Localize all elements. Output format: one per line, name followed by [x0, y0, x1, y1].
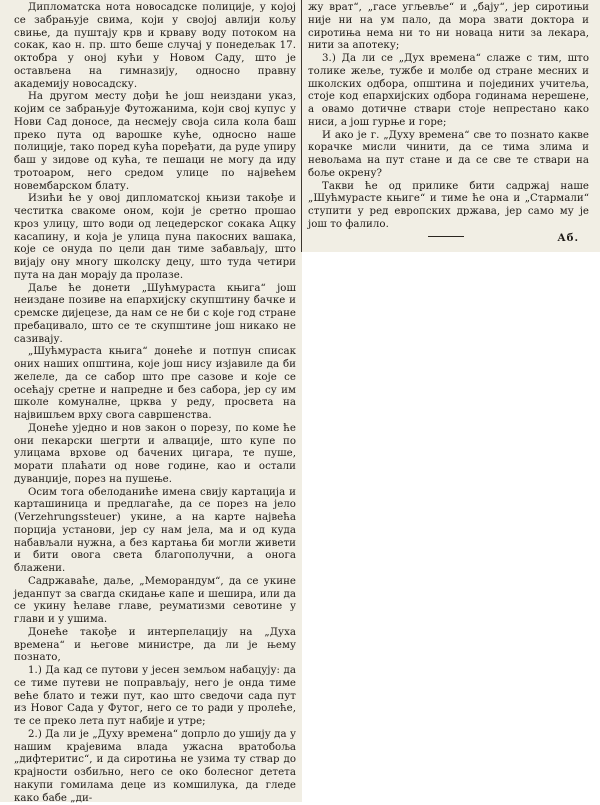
paragraph-assembly-invitations: Даље ће донети „Шућмураста књига“ још неиздане позиве на епархијску скупштину бачке и сремске дијецезе, да нам се не би с које год стране пребацивало, што се те скупштине још никако не сазивају.: [14, 282, 296, 345]
paragraph-question-2-continued: жу врат“, „гасе угљевље“ и „бају“, јер сиротињи није ни на ум пало, да мора звати доктора и сиротиња нема ни то ни новаца нити за лекара, нити за апотеку;: [308, 2, 589, 52]
left-text-column: [14, 2, 296, 805]
paragraph-question-3: 3.) Да ли се „Дух времена“ слаже с тим, што толике жеље, тужбе и молбе од стране месних и школских одбора, општина и појединих учитеља, стоје код епархијских одбора годинама нерешене, а овамо дотичне ствари стоје непрестано како ниси, а још гурње и горе;: [308, 53, 589, 128]
column-divider: [301, 0, 302, 252]
paragraph-question-2: 2.) Да ли је „Духу времена“ допрло до ушију да у нашим крајевима влада ужасна вратобоља „дифтеритис“, и да сиротиња не узима ту ствар до крајности озбиљно, него се око болесног детета накупи гомилама деце из комшилука, да гледе како бабе „ди-: [14, 728, 296, 804]
paragraph-conclusion: Такви ће од прилике бити садржај наше „Шућмурасте књиге“ и тиме ће она и „Стармали“ ступити у ред европских држава, јер само му је још то фалило.: [308, 180, 589, 230]
right-text-column: [308, 2, 589, 244]
paragraph-closing-question: И ако је г. „Духу времена“ све то познато какве корачке мисли чинити, да се тима злима и невољама на пут стане и да се све те ствари на боље окрену?: [308, 129, 589, 179]
signature-rule: [428, 236, 464, 237]
signature-line: [308, 232, 589, 245]
paragraph-question-1: 1.) Да кад се путови у јесен земљом набацују: да се тиме путеви не поправљају, него је онда тиме веће блато и тежи пут, као што сведочи сада пут из Новог Сада у Футог, него се то ради у пролеће, те се преко лета пут набије и утре;: [14, 665, 296, 727]
paragraph-interpellation-intro: Донеће такође и интерпелацију на „Духа времена“ и његове министре, да ли је њему познато,: [14, 626, 296, 664]
paragraph-municipalities-list: „Шућмураста књига“ донеће и потпун списак оних наших општина, које још нису изјавиле да би желеле, да се сабор што пре сазове и које се осећају сретне и напредне и без сабора, јер су им школе комуналне, црква у реду, просвета на највишљем врху свога савршенства.: [14, 346, 296, 421]
paragraph-memorandum: Садржаваће, даље, „Меморандум“, да се укине једанпут за свагда скидање капе и шешира, или да се укину ћелаве главе, реуматизми севотине у глави и у ушима.: [14, 575, 296, 625]
paragraph-card-players: Осим тога обелоданиће имена свију картација и карташиница и предлагаће, да се порез на јело (Verzehrungssteuer) укине, а на карте највећа порција установи, јер су нам јела, ма и од куда набављали нужна, а без картања би могли живети и бити овога света благополучни, а онога блажени.: [14, 486, 296, 574]
paragraph-futog-carts: На другом месту дођи ће још неиздани указ, којим се забрањује Футожанима, који свој купус у Нови Сад доносе, да несмеју своја сила кола баш преко пута од варошке куће, односно наше полиције, тако поред кућа поређати, да руде упиру баш у зидове од кућа, те пешаци не могу да иду тротоаром, него средом улице по највећем новембарском блату.: [14, 91, 296, 192]
paragraph-street-dogs: Изићи ће у овој дипломатској књизи такође и честитка свакоме оном, који је сретно прошао кроз улицу, што води од лецедерског сокака Ацку касапину, и која је улица пуна пакосних вашака, које се онуда по цели дан тиме забављају, што вијају ону многу школску децу, што туда четири пута на дан морају да пролазе.: [14, 193, 296, 281]
paragraph-police-note: Дипломатска нота новосадске полиције, у којој се забрањује свима, који у својој авлији кољу свиње, да пуштају крв и крваву воду потоком на сокак, као н. пр. што беше случај у понедељак 17. октобра у оној кући у Новом Саду, што је остављена на гимназију, односно правну академију новосадску.: [14, 2, 296, 90]
paragraph-smoking-tax: Донеће уједно и нов закон о порезу, по коме ће они пекарски шегрти и алвацијe, што купе по улицама врхове од бачених цигара, те пуше, морати плаћати од нове године, као и остали дуванџије, порез на пушење.: [14, 422, 296, 485]
author-signature: Аб.: [557, 231, 579, 244]
